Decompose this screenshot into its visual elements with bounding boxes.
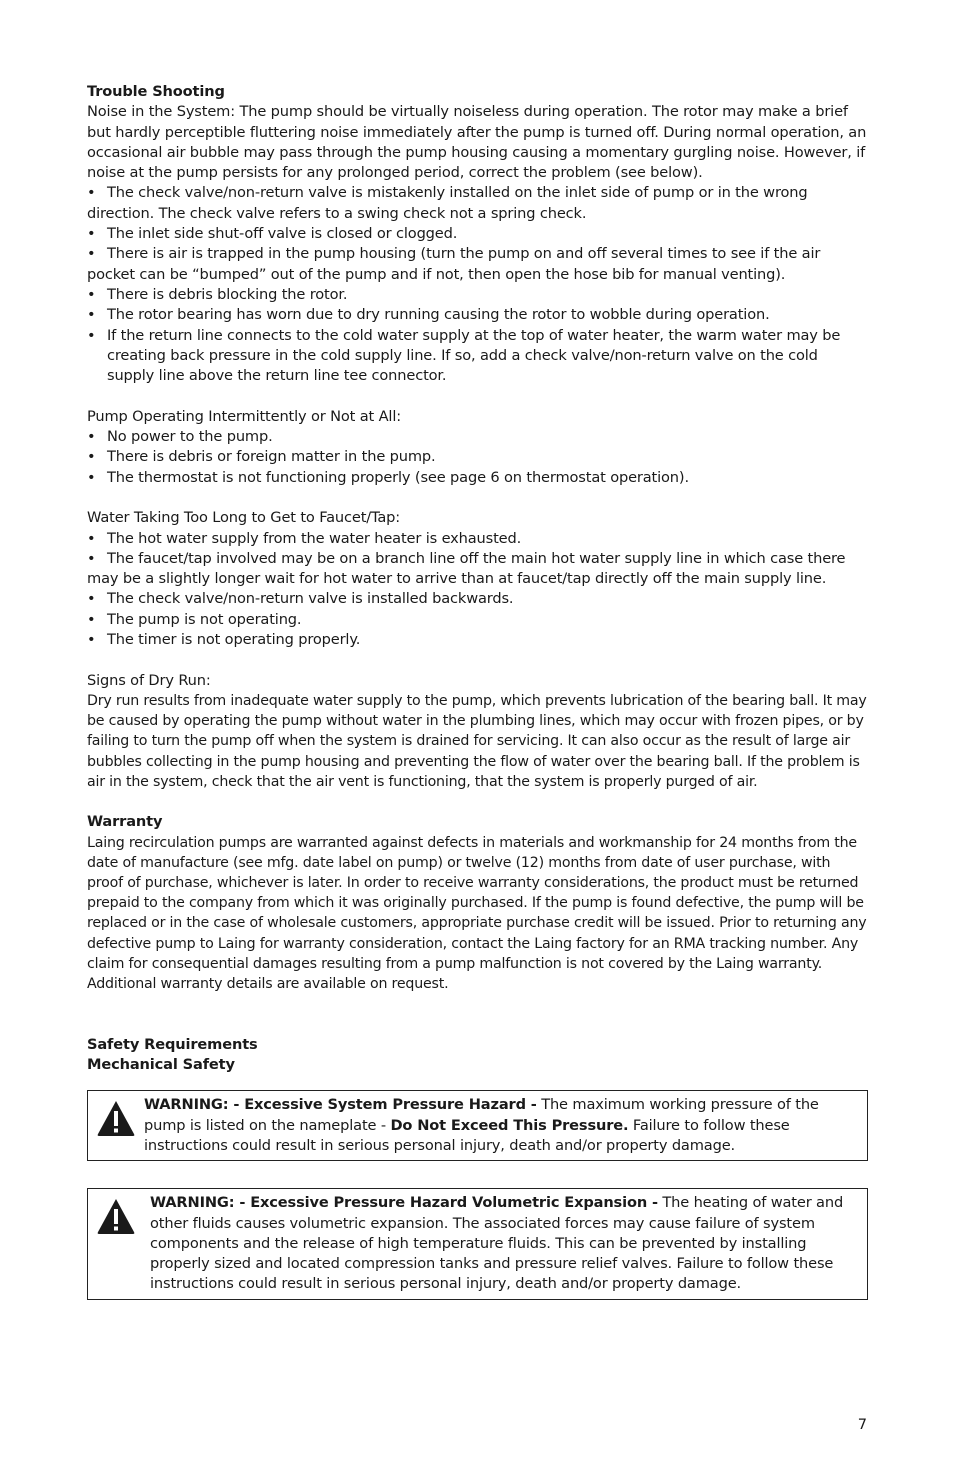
list-item: • The pump is not operating. — [87, 610, 868, 630]
list-item: • The rotor bearing has worn due to dry running causing the rotor to wobble during operation. — [87, 305, 868, 325]
intermittent-item-3: The thermostat is not functioning properly (see page 6 on thermostat operation). — [107, 468, 689, 486]
warranty-text: Laing recirculation pumps are warranted against defects in materials and workmanship for 24 months from the date of manufacture (see mfg. date label on pump) or twelve (12) months from date of user purchase, with proof of purchase, whichever is later. In order to receive warranty considerations, the product must be returned prepaid to the company from which it was originally purchased. If the pump is found defective, the pump will be replaced or in the case of wholesale customers, appropriate purchase credit will be issued. Prior to returning any defective pump to Laing for warranty consideration, contact the Laing factory for an RMA tracking number. Any claim for consequential damages resulting from a pump malfunction is not covered by the Laing warranty. Additional warranty details are available on request. — [87, 834, 867, 992]
slow-water-title: Water Taking Too Long to Get to Faucet/Tap: — [87, 509, 401, 527]
noise-item-1: The check valve/non-return valve is mistakenly installed on the inlet side of pump or in the wrong direction. The check valve refers to a swing check not a spring check. — [87, 184, 808, 222]
intermittent-item-1: No power to the pump. — [107, 428, 273, 446]
slow-item-5: The timer is not operating properly. — [107, 631, 361, 649]
warranty-heading: Warranty — [87, 813, 163, 831]
warning-triangle-icon — [96, 1095, 144, 1143]
dry-run-title: Signs of Dry Run: — [87, 671, 211, 689]
list-item: • There is air is trapped in the pump housing (turn the pump on and off several times to see if the air pocket can be “bumped” out of the pump and if not, then open the hose bib for manual venting). — [87, 245, 821, 283]
list-item: • There is debris blocking the rotor. — [87, 285, 868, 305]
list-item: • There is debris or foreign matter in the pump. — [87, 447, 868, 467]
list-item: • No power to the pump. — [87, 427, 868, 447]
list-item: • The thermostat is not functioning properly (see page 6 on thermostat operation). — [87, 468, 868, 488]
noise-intro: Noise in the System: The pump should be virtually noiseless during operation. The rotor may make a brief but hardly perceptible fluttering noise immediately after the pump is turned off. During normal operation, an occasional air bubble may pass through the pump housing causing a momentary gurgling noise. However, if noise at the pump persists for any prolonged period, correct the problem (see below). — [87, 103, 867, 182]
safety-heading: Safety Requirements — [87, 1035, 258, 1053]
trouble-shooting-heading: Trouble Shooting — [87, 83, 225, 100]
list-item: • The timer is not operating properly. — [87, 630, 868, 650]
slow-item-3: The check valve/non-return valve is installed backwards. — [107, 590, 514, 608]
list-item: • The inlet side shut-off valve is closed or clogged. — [87, 224, 868, 244]
noise-item-5: The rotor bearing has worn due to dry running causing the rotor to wobble during operation. — [107, 306, 770, 324]
intermittent-item-2: There is debris or foreign matter in the pump. — [107, 448, 436, 466]
page-number: 7 — [857, 1416, 867, 1433]
list-item: • The faucet/tap involved may be on a branch line off the main hot water supply line in which case there may be a slightly longer wait for hot water to arrive than at faucet/tap directly off the main supply line. — [87, 549, 846, 588]
noise-item-6: If the return line connects to the cold water supply at the top of water heater, the warm water may be creating back pressure in the cold supply line. If so, add a check valve/non-return valve on the cold supply line above the return line tee connector. — [107, 326, 841, 385]
list-item: • The check valve/non-return valve is installed backwards. — [87, 589, 868, 609]
warning-2-lead: WARNING: - Excessive Pressure Hazard Volumetric Expansion - — [150, 1194, 658, 1212]
mechanical-safety-heading: Mechanical Safety — [87, 1056, 235, 1074]
warning-1-text — [144, 1095, 859, 1156]
list-item: • If the return line connects to the cold water supply at the top of water heater, the warm water may be creating back pressure in the cold supply line. If so, add a check valve/non-return valve on the cold supply line above the return line tee connector. — [87, 326, 868, 387]
noise-item-2: The inlet side shut-off valve is closed or clogged. — [107, 225, 458, 243]
warning-1-lead: WARNING: - Excessive System Pressure Hazard - — [144, 1096, 537, 1114]
list-item: • The hot water supply from the water heater is exhausted. — [87, 529, 868, 549]
warning-1-emphasis: Do Not Exceed This Pressure. — [390, 1116, 629, 1134]
warning-2-body: The heating of water and other fluids causes volumetric expansion. The associated forces may cause failure of system components and the release of high temperature fluids. This can be prevented by installing properly sized and located compression tanks and pressure relief valves. Failure to follow these instructions could result in serious personal injury, death and/or property damage. — [150, 1194, 844, 1293]
warning-box-system-pressure — [87, 1090, 868, 1161]
list-item: • The check valve/non-return valve is mistakenly installed on the inlet side of pump or in the wrong direction. The check valve refers to a swing check not a spring check. — [87, 184, 808, 222]
slow-item-4: The pump is not operating. — [107, 610, 302, 628]
warning-box-volumetric-expansion — [87, 1188, 868, 1299]
noise-item-3: There is air is trapped in the pump housing (turn the pump on and off several times to see if the air pocket can be “bumped” out of the pump and if not, then open the hose bib for manual venting). — [87, 245, 821, 283]
dry-run-text: Dry run results from inadequate water supply to the pump, which prevents lubrication of the bearing ball. It may be caused by operating the pump without water in the plumbing lines, which may occur with frozen pipes, or by failing to turn the pump off when the system is drained for servicing. It can also occur as the result of large air bubbles collecting in the pump housing and preventing the flow of water over the bearing ball. If the problem is air in the system, check that the air vent is functioning, that the system is properly purged of air. — [87, 692, 867, 790]
warning-2-text — [150, 1193, 859, 1294]
noise-item-4: There is debris blocking the rotor. — [107, 285, 348, 303]
warning-triangle-icon — [96, 1193, 150, 1241]
intermittent-title: Pump Operating Intermittently or Not at All: — [87, 407, 401, 425]
warning-1-body-b: Failure to follow these instructions could result in serious personal injury, death and/or property damage. — [144, 1116, 790, 1154]
warning-1-body-a: The maximum working pressure of the pump is listed on the nameplate - — [144, 1096, 819, 1134]
slow-item-1: The hot water supply from the water heater is exhausted. — [107, 529, 522, 547]
page-content — [87, 82, 868, 1300]
slow-item-2: The faucet/tap involved may be on a branch line off the main hot water supply line in which case there may be a slightly longer wait for hot water to arrive than at faucet/tap directly off the main supply line. — [87, 549, 846, 588]
